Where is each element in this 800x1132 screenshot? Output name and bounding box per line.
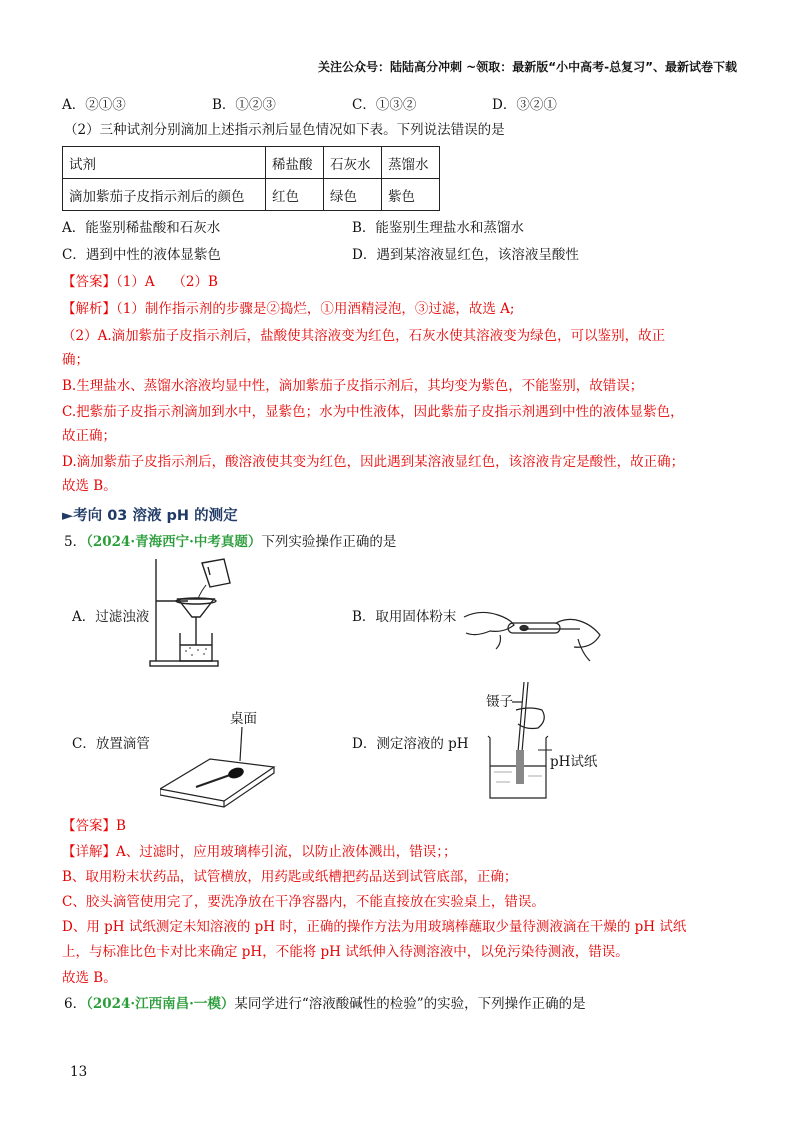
q4-part2-option-d: D．遇到某溶液显红色，该溶液呈酸性 xyxy=(352,247,579,263)
table-header-row xyxy=(63,147,440,179)
table-cell: 红色 xyxy=(266,179,324,211)
page-header: 关注公众号：陆陆高分冲刺 ~领取：最新版“小中高考-总复习”、最新试卷下载 xyxy=(318,60,737,74)
analysis-label: 【解析】 xyxy=(62,301,116,317)
q4-part2-option-b: B．能鉴别生理盐水和蒸馏水 xyxy=(352,220,524,236)
q5-detail-line6: 故选 B。 xyxy=(62,970,117,986)
solid-powder-figure xyxy=(460,603,605,665)
table-cell: 试剂 xyxy=(63,147,266,179)
q5-stem: 下列实验操作正确的是 xyxy=(261,534,397,550)
q5-option-c: C．放置滴管 xyxy=(72,736,150,752)
table-row xyxy=(63,179,440,211)
page-number: 13 xyxy=(70,1064,88,1080)
q5-detail-line4: D、用 pH 试纸测定未知溶液的 pH 时，正确的操作方法为用玻璃棒蘸取少量待测液滴在干燥的 pH 试纸 xyxy=(62,919,687,935)
q5-option-d: D．测定溶液的 pH xyxy=(352,736,469,752)
q4-answer xyxy=(62,272,218,292)
q4-analysis-line1 xyxy=(62,299,514,319)
q4-analysis-line5: C.把紫茄子皮指示剂滴加到水中，显紫色；水为中性液体，因此紫茄子皮指示剂遇到中性的液体显紫色， xyxy=(62,404,684,420)
q6-stem-line xyxy=(64,994,586,1014)
q5-option-a: A．过滤浊液 xyxy=(72,609,150,625)
q4-option-c: C．①③② xyxy=(352,97,417,113)
q5-stem-line xyxy=(64,532,396,552)
detail-label: 【详解】 xyxy=(62,844,116,860)
filtration-apparatus-figure xyxy=(148,553,238,669)
q5-detail-line2: B、取用粉末状药品，试管横放，用药匙或纸槽把药品送到试管底部，正确； xyxy=(62,869,518,885)
q4-analysis-line3: 确； xyxy=(62,352,89,368)
tweezers-label: 镊子 xyxy=(486,694,513,710)
table-cell: 绿色 xyxy=(324,179,382,211)
q6-number: 6． xyxy=(64,996,87,1012)
q5-detail-line3: C、胶头滴管使用完了，要洗净放在干净容器内，不能直接放在实验桌上，错误。 xyxy=(62,894,545,910)
table-cell: 蒸馏水 xyxy=(382,147,440,179)
q4-option-b: B．①②③ xyxy=(212,97,276,113)
desk-label: 桌面 xyxy=(230,711,257,727)
answer-text: B xyxy=(116,818,126,834)
ph-paper-label: pH试纸 xyxy=(550,754,598,770)
q4-part2-option-a: A．能鉴别稀盐酸和石灰水 xyxy=(62,220,221,236)
section-title: 溶液 pH 的测定 xyxy=(132,508,238,524)
q4-analysis-line8: 故选 B。 xyxy=(62,478,117,494)
analysis-text: （1）制作指示剂的步骤是②捣烂，①用酒精浸泡，③过滤，故选 A; xyxy=(116,301,515,317)
ph-measurement-figure xyxy=(482,680,552,802)
section-marker: ►考向 03 xyxy=(62,508,128,524)
answer-text: （1）A （2）B xyxy=(116,274,218,290)
answer-label: 【答案】 xyxy=(62,274,116,290)
table-cell: 稀盐酸 xyxy=(266,147,324,179)
detail-text: A、过滤时，应用玻璃棒引流，以防止液体溅出，错误；； xyxy=(116,844,457,860)
indicator-table xyxy=(62,146,440,211)
q4-analysis-line6: 故正确； xyxy=(62,428,116,444)
q6-stem: 某同学进行“溶液酸碱性的检验”的实验，下列操作正确的是 xyxy=(234,996,586,1012)
table-cell: 石灰水 xyxy=(324,147,382,179)
q5-answer xyxy=(62,816,126,836)
section-heading xyxy=(62,504,238,525)
q4-option-d: D．③②① xyxy=(492,97,557,113)
dropper-on-desk-figure xyxy=(160,725,278,811)
q4-analysis-line7: D.滴加紫茄子皮指示剂后，酸溶液使其变为红色，因此遇到某溶液显红色，该溶液肯定是酸性，故正确； xyxy=(62,454,685,470)
q5-number: 5． xyxy=(64,534,87,550)
q6-source: （2024·江西南昌·一模） xyxy=(86,996,235,1012)
q4-analysis-line2: （2）A.滴加紫茄子皮指示剂后，盐酸使其溶液变为红色，石灰水使其溶液变为绿色，可以鉴别，故正 xyxy=(62,328,666,344)
q5-source: （2024·青海西宁·中考真题） xyxy=(86,534,262,550)
q5-detail-line5: 上，与标准比色卡对比来确定 pH，不能将 pH 试纸伸入待测溶液中，以免污染待测液，错误。 xyxy=(62,944,629,960)
table-cell: 滴加紫茄子皮指示剂后的颜色 xyxy=(63,179,266,211)
q4-analysis-line4: B.生理盐水、蒸馏水溶液均显中性，滴加紫茄子皮指示剂后，其均变为紫色，不能鉴别，故错误； xyxy=(62,378,644,394)
q5-detail-line1 xyxy=(62,842,457,862)
answer-label: 【答案】 xyxy=(62,818,116,834)
q4-part2-option-c: C．遇到中性的液体显紫色 xyxy=(62,247,221,263)
table-cell: 紫色 xyxy=(382,179,440,211)
q5-option-b: B．取用固体粉末 xyxy=(352,609,457,625)
q4-part2-stem: （2）三种试剂分别滴加上述指示剂后显色情况如下表。下列说法错误的是 xyxy=(64,122,505,138)
q4-option-a: A．②①③ xyxy=(62,97,126,113)
